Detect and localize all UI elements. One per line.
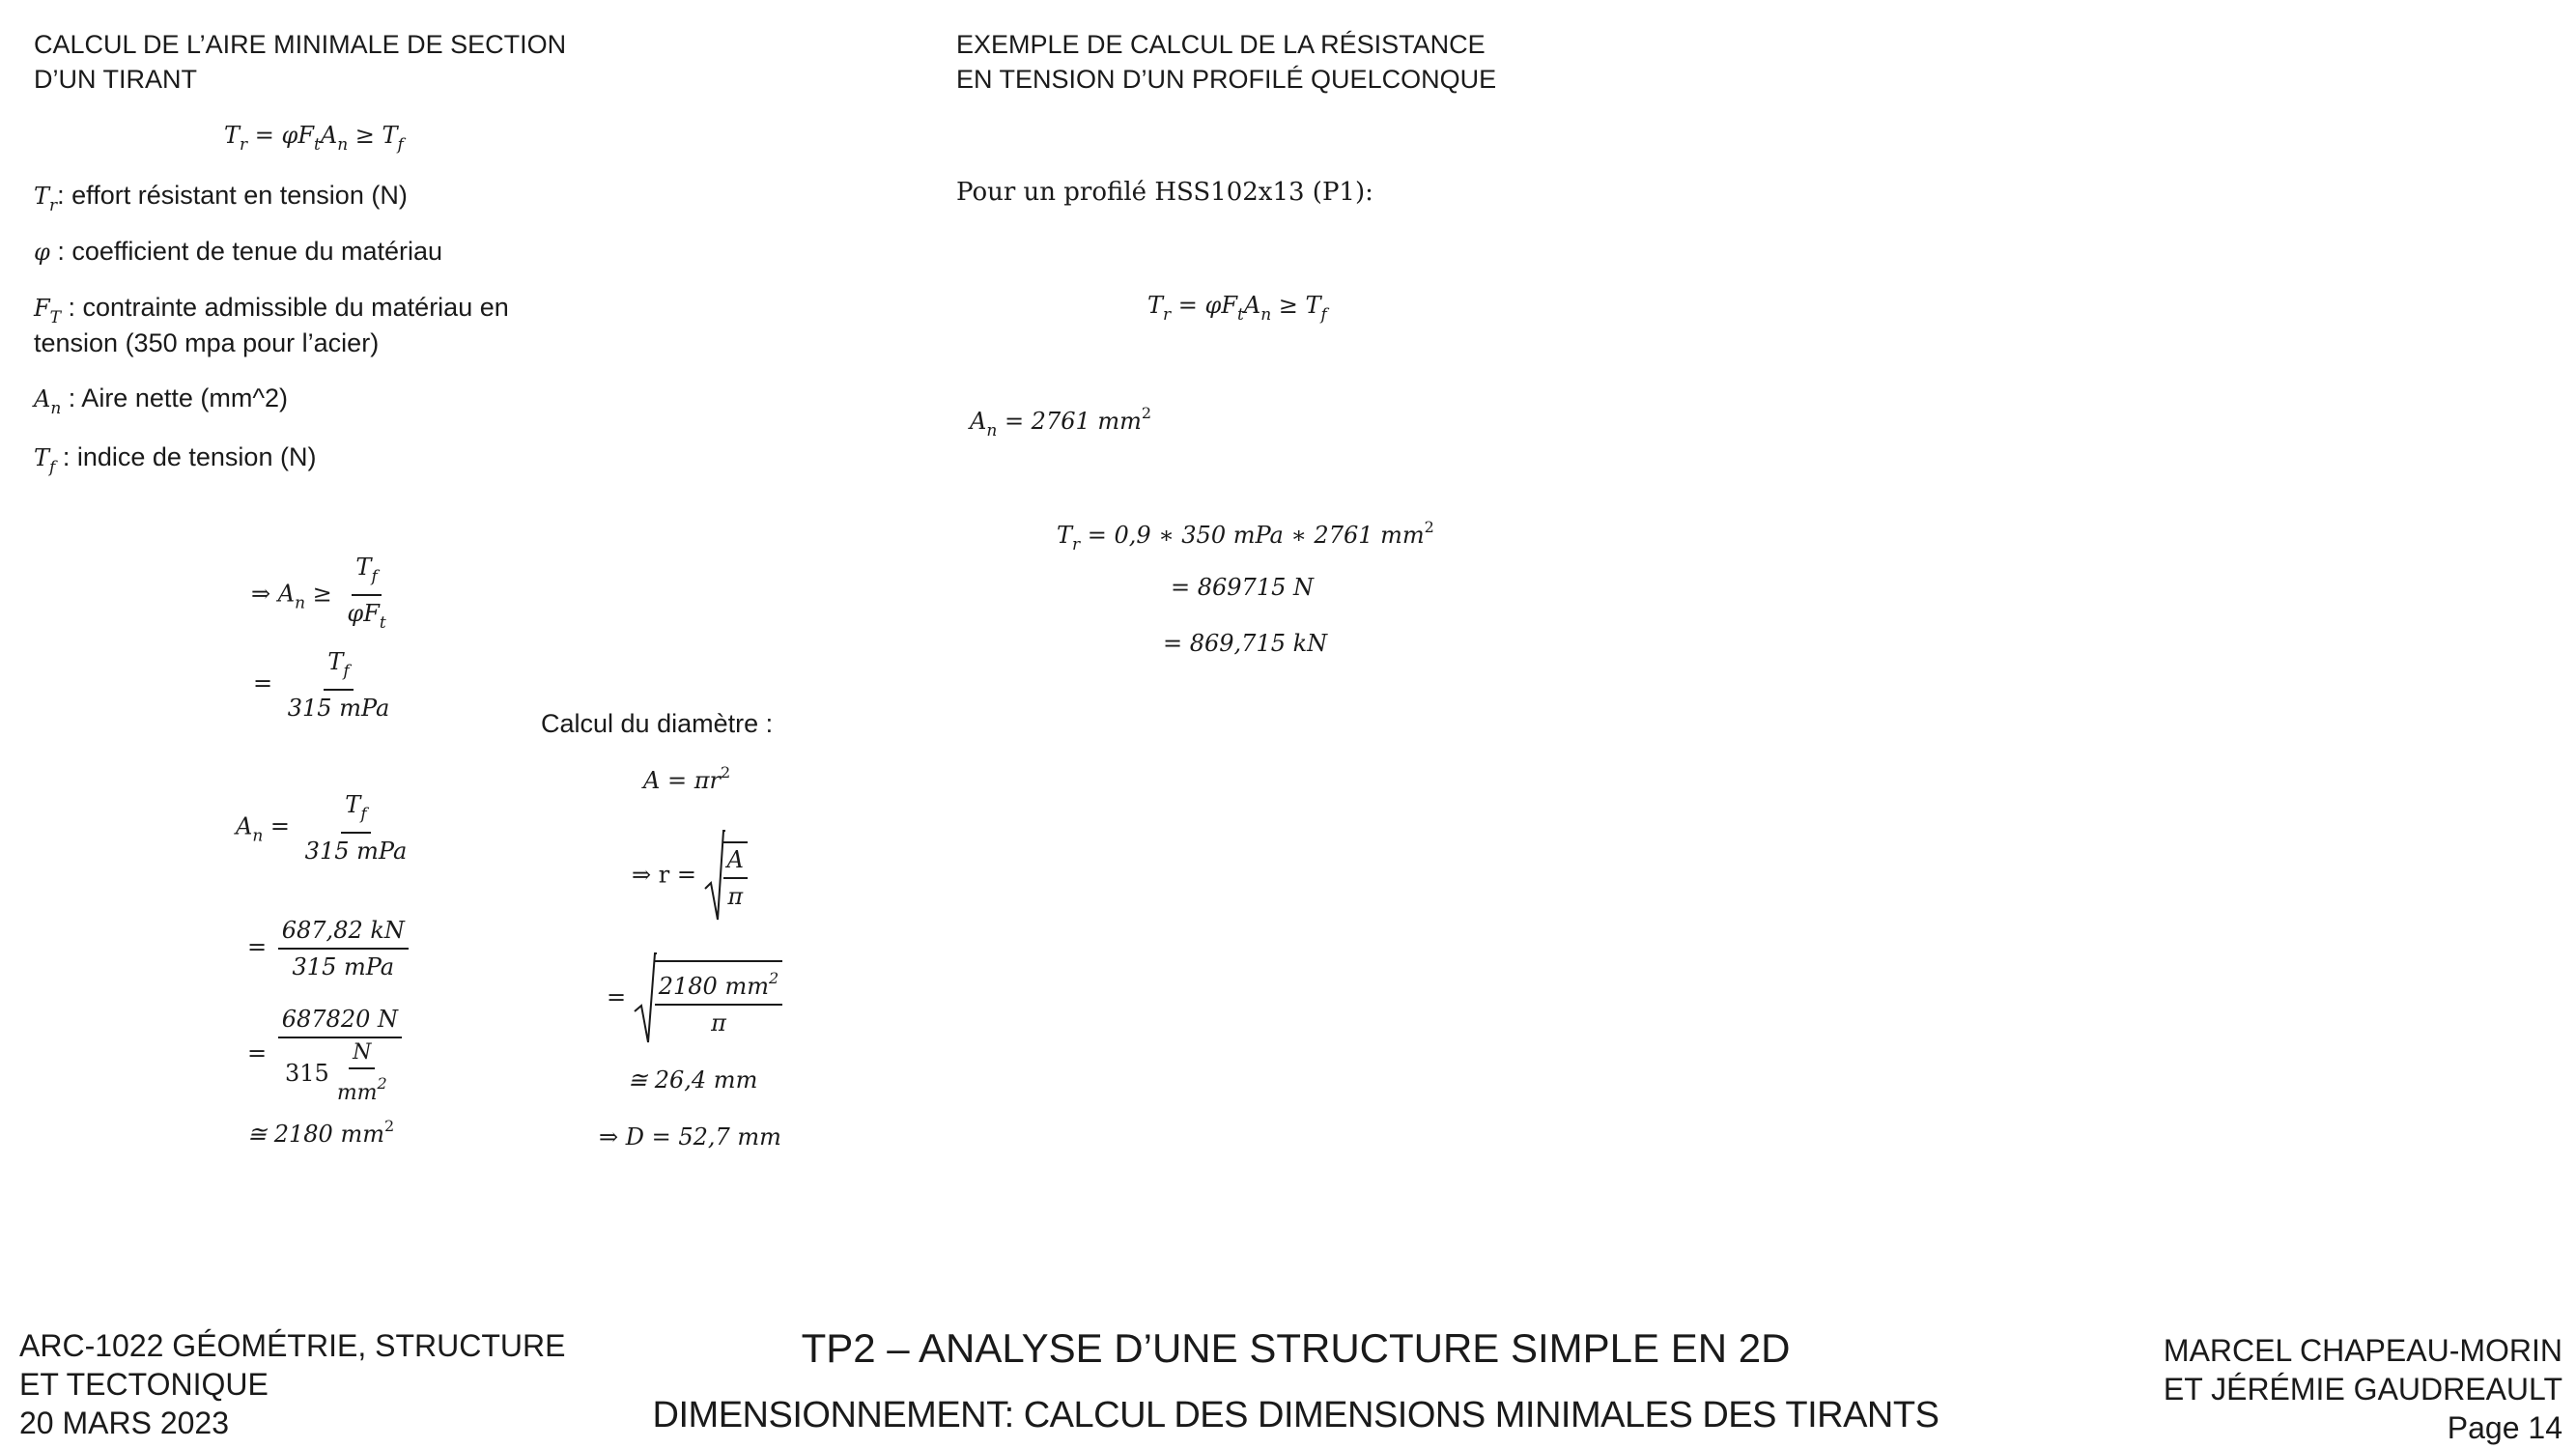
- approx-radius: ≅ 26,4 mm: [628, 1066, 758, 1094]
- an-inequality: ⇒ $A_n$ ≥ $\frac{T_f}{\varphi F_t}$: [251, 554, 386, 633]
- diameter-result: ⇒ D = 52,7 mm: [599, 1123, 781, 1151]
- def-an: $A_n$ : Aire nette (mm^2): [34, 384, 289, 418]
- an-equation: $A_n$ = $\frac{T_f}{\text{315 mPa}}$: [236, 791, 408, 865]
- tr-result-kn: = 869,715 kN: [1163, 630, 1328, 657]
- area-formula: $A = \pi r^2$: [643, 763, 731, 794]
- an-value: $A_n = 2761$ $mm^2$: [970, 404, 1152, 440]
- tr-result-n: = 869715 N: [1171, 574, 1314, 601]
- def-tr: $T_r$: effort résistant en tension (N): [34, 181, 408, 215]
- right-heading-line1: EXEMPLE DE CALCUL DE LA RÉSISTANCE: [956, 30, 1486, 59]
- right-tension-formula: $T_r = \varphi F_tA_n \ge T_f$: [1147, 292, 1327, 325]
- right-heading-line2: EN TENSION D’UN PROFILÉ QUELCONQUE: [956, 65, 1497, 94]
- diameter-title: Calcul du diamètre :: [541, 709, 774, 738]
- def-ft: $F_T$ : contrainte admissible du matériau en: [34, 293, 509, 327]
- sqrt-sign-icon: [704, 829, 725, 923]
- footer-title: TP2 – ANALYSE D’UNE STRUCTURE SIMPLE EN 2D: [801, 1325, 1791, 1371]
- def-ft-cont: tension (350 mpa pour l’acier): [34, 328, 380, 357]
- tension-resistance-formula: $T_r = \varphi F_tA_n \ge T_f$: [224, 122, 404, 155]
- an-result: ≅ 2180 $mm^2$: [247, 1117, 395, 1148]
- sqrt-sign-icon: [634, 952, 657, 1046]
- course-line2: ET TECTONIQUE: [19, 1367, 269, 1402]
- author-line2: ET JÉRÉMIE GAUDREAULT: [2163, 1372, 2562, 1406]
- profile-text: Pour un profilé HSS102x13 (P1):: [956, 178, 1373, 207]
- course-line1: ARC-1022 GÉOMÉTRIE, STRUCTURE: [19, 1328, 566, 1363]
- left-heading-line1: CALCUL DE L’AIRE MINIMALE DE SECTION: [34, 30, 567, 59]
- left-heading-line2: D’UN TIRANT: [34, 65, 198, 94]
- def-tf: $T_f$ : indice de tension (N): [34, 442, 317, 477]
- author-line1: MARCEL CHAPEAU-MORIN: [2163, 1333, 2562, 1368]
- an-kn-fraction: = $\frac{687,82 kN}{\text{315 mPa}}$: [247, 916, 412, 981]
- page-number: Page 14: [2447, 1410, 2562, 1445]
- tr-calculation: $T_r = 0,9$ ∗ 350 mPa ∗ 2761 $mm^2$: [1057, 518, 1434, 554]
- radius-formula: ⇒ r = $\frac{A}{\pi}$: [632, 829, 751, 923]
- course-date: 20 MARS 2023: [19, 1406, 230, 1440]
- radius-value-root: = $\frac{2180 mm^2}{\pi}$: [607, 952, 786, 1046]
- footer-subtitle: DIMENSIONNEMENT: CALCUL DES DIMENSIONS MINIMALES DES TIRANTS: [652, 1395, 1939, 1435]
- an-over-315: = $\frac{T_f}{\text{315 mPa}}$: [253, 648, 390, 722]
- an-n-fraction: = 687820 N 315 $\frac{N}{mm^2}$: [247, 1005, 406, 1105]
- def-phi: φ : coefficient de tenue du matériau: [34, 237, 443, 266]
